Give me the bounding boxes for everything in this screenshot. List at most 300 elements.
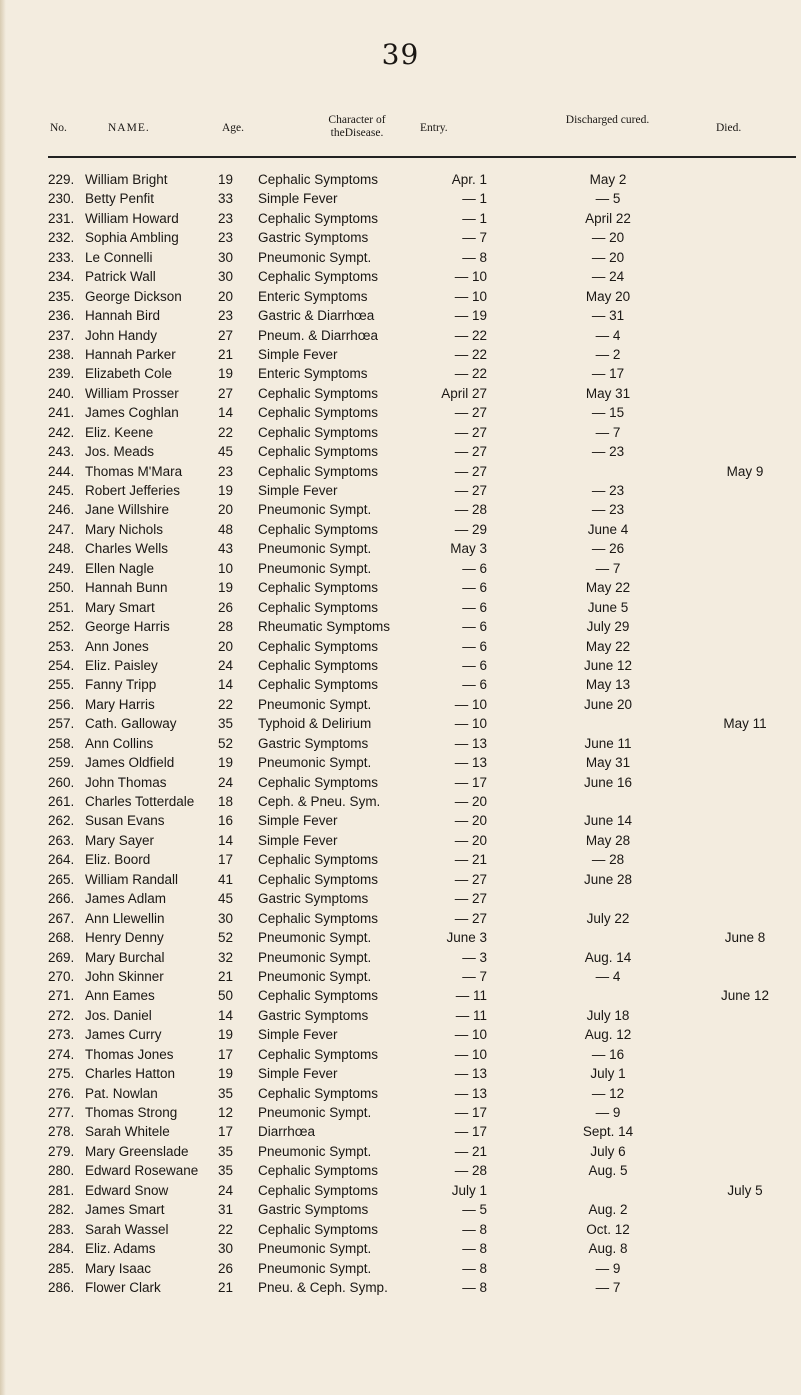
header-character: Character of theDisease. [328, 114, 386, 139]
cell-age: 43 [218, 541, 234, 557]
cell-name: Mary Nichols [85, 521, 164, 537]
cell-name: Thomas Strong [85, 1105, 178, 1120]
cell-entry: April 27 [441, 385, 487, 401]
cell-no: 266. [48, 891, 75, 907]
cell-character: Cephalic Symptoms [258, 988, 379, 1004]
cell-name: James Oldfield [85, 755, 175, 771]
cell-no: 259. [48, 755, 75, 771]
cell-name: Eliz. Adams [85, 1241, 156, 1257]
header-no: No. [50, 122, 67, 134]
cell-name: Mary Smart [85, 599, 155, 615]
cell-character: Gastric & Diarrhœa [258, 308, 375, 324]
cell-entry: — 10 [454, 1046, 487, 1062]
cell-no: 230. [48, 191, 75, 207]
cell-age: 14 [218, 832, 234, 848]
cell-entry: — 27 [454, 891, 487, 907]
table-row [0, 1006, 801, 1025]
cell-name: George Harris [85, 619, 170, 635]
cell-name: Ann Jones [85, 638, 149, 654]
cell-discharged: — 26 [591, 541, 625, 557]
cell-age: 35 [218, 1143, 234, 1159]
cell-entry: — 13 [454, 1085, 487, 1101]
cell-character: Gastric Symptoms [258, 891, 369, 907]
cell-age: 14 [218, 1007, 234, 1023]
cell-character: Pneumonic Sympt. [258, 968, 372, 984]
cell-no: 239. [48, 366, 75, 382]
cell-discharged: — 28 [591, 852, 625, 868]
cell-age: 19 [218, 172, 234, 187]
cell-character: Simple Fever [258, 832, 338, 848]
cell-entry: — 27 [454, 405, 487, 421]
cell-entry: — 13 [454, 735, 487, 751]
cell-name: Charles Hatton [85, 1066, 176, 1082]
table-row [0, 384, 801, 403]
cell-no: 231. [48, 210, 75, 226]
cell-no: 256. [48, 696, 75, 712]
cell-name: William Bright [85, 172, 168, 187]
table-header [0, 114, 801, 154]
cell-character: Pneumonic Sympt. [258, 949, 372, 965]
cell-name: Jos. Meads [85, 444, 155, 460]
cell-age: 19 [218, 366, 234, 382]
cell-age: 14 [218, 677, 234, 693]
table-row [0, 889, 801, 908]
cell-age: 52 [218, 735, 234, 751]
cell-age: 27 [218, 385, 234, 401]
cell-entry: — 5 [462, 1202, 487, 1218]
cell-name: Mary Harris [85, 696, 155, 712]
cell-no: 260. [48, 774, 75, 790]
cell-discharged: May 28 [585, 832, 631, 848]
cell-no: 243. [48, 444, 75, 460]
cell-age: 27 [218, 327, 234, 343]
cell-no: 233. [48, 249, 75, 265]
cell-age: 30 [218, 269, 234, 285]
cell-no: 278. [48, 1124, 75, 1140]
cell-name: James Coghlan [85, 405, 179, 421]
cell-character: Pneumonic Sympt. [258, 1241, 372, 1257]
cell-discharged: — 23 [591, 502, 625, 518]
cell-discharged: Aug. 14 [584, 949, 632, 965]
table-row [0, 792, 801, 811]
cell-age: 22 [218, 1221, 234, 1237]
cell-no: 234. [48, 269, 75, 285]
cell-character: Gastric Symptoms [258, 230, 369, 246]
cell-character: Cephalic Symptoms [258, 657, 379, 673]
cell-no: 235. [48, 288, 75, 304]
cell-name: Sophia Ambling [85, 230, 179, 246]
cell-name: Eliz. Boord [85, 852, 151, 868]
cell-no: 275. [48, 1066, 75, 1082]
cell-entry: — 29 [454, 521, 487, 537]
cell-age: 21 [218, 968, 234, 984]
cell-name: Thomas M'Mara [85, 463, 183, 479]
cell-age: 30 [218, 1241, 234, 1257]
cell-character: Pneu. & Ceph. Symp. [258, 1279, 388, 1295]
table-row [0, 967, 801, 986]
table-row [0, 1122, 801, 1141]
table-row [0, 306, 801, 325]
cell-entry: — 11 [455, 988, 487, 1004]
cell-age: 14 [218, 405, 234, 421]
cell-discharged: — 5 [595, 191, 621, 207]
cell-discharged: May 20 [585, 288, 631, 304]
cell-entry: — 10 [454, 269, 487, 285]
cell-character: Gastric Symptoms [258, 1007, 369, 1023]
cell-character: Cephalic Symptoms [258, 1182, 379, 1198]
cell-name: Susan Evans [85, 813, 165, 829]
cell-character: Pneumonic Sympt. [258, 560, 372, 576]
cell-discharged: Aug. 8 [588, 1241, 628, 1257]
cell-character: Pneumonic Sympt. [258, 930, 372, 946]
cell-character: Pneumonic Sympt. [258, 1260, 372, 1276]
cell-died: May 9 [726, 463, 764, 479]
cell-discharged: Sept. 14 [582, 1124, 634, 1140]
cell-discharged: — 23 [591, 483, 625, 498]
cell-discharged: — 4 [595, 327, 621, 343]
cell-character: Pneumonic Sympt. [258, 541, 372, 557]
cell-discharged: Aug. 2 [588, 1202, 628, 1218]
cell-entry: — 1 [462, 191, 487, 207]
cell-discharged: July 22 [586, 910, 630, 926]
cell-character: Typhoid & Delirium [258, 716, 372, 732]
cell-entry: — 10 [454, 288, 487, 304]
cell-age: 26 [218, 599, 234, 615]
cell-name: Ann Llewellin [85, 910, 165, 926]
table-row [0, 1161, 801, 1180]
cell-character: Ceph. & Pneu. Sym. [258, 794, 381, 809]
cell-no: 249. [48, 560, 75, 576]
cell-name: Hannah Bird [85, 308, 161, 324]
cell-age: 22 [218, 424, 234, 440]
table-row [0, 170, 801, 189]
cell-age: 52 [218, 930, 234, 946]
cell-character: Cephalic Symptoms [258, 172, 379, 187]
cell-age: 21 [218, 1279, 234, 1295]
cell-no: 274. [48, 1046, 75, 1062]
cell-character: Gastric Symptoms [258, 1202, 369, 1218]
cell-entry: — 17 [454, 1124, 487, 1140]
cell-name: Ellen Nagle [85, 560, 155, 576]
table-row [0, 928, 801, 947]
cell-discharged: — 31 [591, 308, 625, 324]
cell-age: 19 [218, 1066, 234, 1082]
cell-discharged: May 22 [585, 638, 631, 654]
cell-no: 270. [48, 968, 75, 984]
cell-discharged: July 6 [590, 1143, 626, 1159]
cell-age: 41 [218, 871, 234, 887]
table-row [0, 520, 801, 539]
cell-entry: — 10 [454, 1027, 487, 1043]
cell-discharged: — 24 [591, 269, 625, 285]
cell-character: Enteric Symptoms [258, 366, 368, 382]
table-row [0, 637, 801, 656]
cell-entry: — 27 [454, 463, 487, 479]
cell-age: 22 [218, 696, 234, 712]
cell-name: Eliz. Keene [85, 424, 154, 440]
cell-character: Cephalic Symptoms [258, 580, 379, 596]
page-number: 39 [381, 38, 420, 71]
cell-name: William Randall [85, 871, 179, 887]
cell-character: Pneumonic Sympt. [258, 249, 372, 265]
cell-character: Cephalic Symptoms [258, 1046, 379, 1062]
table-row [0, 811, 801, 830]
cell-entry: — 11 [455, 1007, 487, 1023]
cell-discharged: June 4 [587, 521, 629, 537]
cell-no: 263. [48, 832, 75, 848]
table-row [0, 753, 801, 772]
cell-no: 240. [48, 385, 75, 401]
cell-name: Ann Eames [85, 988, 155, 1004]
cell-character: Pneumonic Sympt. [258, 755, 372, 771]
table-row [0, 986, 801, 1005]
header-name: NAME. [108, 122, 150, 134]
table-row [0, 1220, 801, 1239]
table-row [0, 364, 801, 383]
cell-discharged: — 9 [595, 1260, 621, 1276]
cell-discharged: — 7 [595, 560, 621, 576]
cell-character: Pneum. & Diarrhœa [258, 327, 379, 343]
cell-age: 45 [218, 444, 234, 460]
cell-discharged: Aug. 12 [584, 1027, 632, 1043]
cell-entry: May 3 [450, 541, 487, 557]
cell-entry: — 27 [454, 910, 487, 926]
cell-discharged: — 15 [591, 405, 625, 421]
cell-age: 35 [218, 1163, 234, 1179]
cell-age: 24 [218, 774, 234, 790]
cell-age: 45 [218, 891, 234, 907]
cell-name: Mary Isaac [85, 1260, 152, 1276]
table-row [0, 714, 801, 733]
cell-character: Enteric Symptoms [258, 288, 368, 304]
cell-character: Pneumonic Sympt. [258, 1143, 372, 1159]
header-discharged: Discharged cured. [565, 114, 650, 126]
cell-no: 257. [48, 716, 75, 732]
cell-discharged: May 2 [589, 172, 627, 187]
cell-entry: — 13 [454, 1066, 487, 1082]
cell-no: 252. [48, 619, 75, 635]
cell-age: 24 [218, 657, 234, 673]
table-row [0, 481, 801, 500]
table-row [0, 1239, 801, 1258]
table-row [0, 500, 801, 519]
cell-no: 244. [48, 463, 75, 479]
cell-age: 35 [218, 716, 234, 732]
cell-no: 285. [48, 1260, 75, 1276]
table-row [0, 578, 801, 597]
cell-age: 23 [218, 230, 234, 246]
cell-age: 48 [218, 521, 234, 537]
cell-discharged: — 12 [591, 1085, 625, 1101]
table-row [0, 1278, 801, 1297]
cell-character: Cephalic Symptoms [258, 910, 379, 926]
cell-discharged: May 31 [585, 385, 631, 401]
cell-entry: — 10 [454, 716, 487, 732]
cell-discharged: June 12 [583, 657, 633, 673]
cell-character: Pneumonic Sympt. [258, 696, 372, 712]
cell-age: 23 [218, 308, 234, 324]
cell-name: Mary Greenslade [85, 1143, 189, 1159]
table-row [0, 403, 801, 422]
cell-character: Cephalic Symptoms [258, 599, 379, 615]
table-row [0, 1064, 801, 1083]
cell-age: 19 [218, 1027, 234, 1043]
cell-age: 12 [218, 1105, 234, 1120]
cell-entry: June 3 [446, 930, 487, 946]
table-row [0, 695, 801, 714]
cell-entry: — 21 [454, 852, 487, 868]
table-row [0, 287, 801, 306]
table-row [0, 1084, 801, 1103]
cell-age: 17 [218, 1046, 234, 1062]
cell-no: 245. [48, 483, 75, 498]
cell-character: Cephalic Symptoms [258, 210, 379, 226]
cell-entry: — 10 [454, 696, 487, 712]
cell-no: 241. [48, 405, 75, 421]
cell-name: Hannah Bunn [85, 580, 168, 596]
cell-character: Cephalic Symptoms [258, 1163, 379, 1179]
cell-age: 16 [218, 813, 234, 829]
cell-name: James Smart [85, 1202, 165, 1218]
cell-name: John Thomas [85, 774, 167, 790]
cell-name: Charles Totterdale [85, 794, 195, 809]
cell-character: Cephalic Symptoms [258, 871, 379, 887]
cell-age: 19 [218, 755, 234, 771]
cell-no: 238. [48, 346, 75, 362]
cell-name: Flower Clark [85, 1279, 161, 1295]
cell-no: 251. [48, 599, 75, 615]
table-row [0, 870, 801, 889]
cell-name: Eliz. Paisley [85, 657, 158, 673]
cell-discharged: July 1 [590, 1066, 626, 1082]
cell-age: 35 [218, 1085, 234, 1101]
cell-discharged: June 14 [583, 813, 633, 829]
cell-entry: — 7 [462, 968, 487, 984]
cell-no: 272. [48, 1007, 75, 1023]
cell-name: James Adlam [85, 891, 167, 907]
cell-discharged: June 11 [584, 735, 632, 751]
cell-name: Jos. Daniel [85, 1007, 152, 1023]
cell-no: 284. [48, 1241, 75, 1257]
cell-entry: — 20 [454, 813, 487, 829]
cell-entry: — 22 [454, 346, 487, 362]
cell-name: Elizabeth Cole [85, 366, 173, 382]
cell-no: 276. [48, 1085, 75, 1101]
cell-discharged: Aug. 5 [588, 1163, 628, 1179]
cell-age: 17 [218, 1124, 234, 1140]
cell-no: 269. [48, 949, 75, 965]
cell-age: 23 [218, 210, 234, 226]
cell-character: Cephalic Symptoms [258, 385, 379, 401]
cell-no: 282. [48, 1202, 75, 1218]
cell-entry: — 27 [454, 444, 487, 460]
cell-age: 19 [218, 580, 234, 596]
cell-age: 17 [218, 852, 234, 868]
cell-age: 30 [218, 910, 234, 926]
table-row [0, 423, 801, 442]
cell-character: Cephalic Symptoms [258, 638, 379, 654]
cell-no: 248. [48, 541, 75, 557]
header-entry: Entry. [420, 122, 448, 134]
cell-no: 286. [48, 1279, 75, 1295]
table-row [0, 1103, 801, 1122]
cell-character: Cephalic Symptoms [258, 405, 379, 421]
cell-discharged: July 29 [586, 619, 630, 635]
cell-no: 277. [48, 1105, 75, 1120]
cell-entry: — 20 [454, 832, 487, 848]
cell-character: Cephalic Symptoms [258, 463, 379, 479]
table-row [0, 1259, 801, 1278]
cell-name: Thomas Jones [85, 1046, 174, 1062]
cell-no: 265. [48, 871, 75, 887]
cell-entry: — 27 [454, 424, 487, 440]
cell-entry: — 6 [462, 677, 487, 693]
cell-entry: — 22 [454, 366, 487, 382]
cell-name: John Handy [85, 327, 158, 343]
cell-entry: — 6 [462, 619, 487, 635]
cell-name: Jane Willshire [85, 502, 170, 518]
cell-character: Simple Fever [258, 813, 338, 829]
cell-no: 281. [48, 1182, 75, 1198]
cell-discharged: May 13 [585, 677, 631, 693]
cell-died: May 11 [723, 716, 767, 732]
table-row [0, 1200, 801, 1219]
cell-name: Robert Jefferies [85, 483, 181, 498]
cell-entry: — 6 [462, 657, 487, 673]
cell-died: June 8 [724, 930, 766, 946]
cell-age: 20 [218, 288, 234, 304]
cell-entry: — 6 [462, 599, 487, 615]
table-row [0, 442, 801, 461]
cell-entry: — 8 [462, 1221, 487, 1237]
cell-discharged: June 5 [587, 599, 629, 615]
cell-discharged: May 22 [585, 580, 631, 596]
cell-character: Gastric Symptoms [258, 735, 369, 751]
cell-age: 31 [218, 1202, 234, 1218]
cell-discharged: June 28 [583, 871, 633, 887]
cell-no: 254. [48, 657, 75, 673]
cell-age: 23 [218, 463, 234, 479]
cell-age: 18 [218, 794, 234, 809]
cell-name: Henry Denny [85, 930, 164, 946]
cell-entry: — 6 [462, 560, 487, 576]
cell-age: 26 [218, 1260, 234, 1276]
cell-age: 32 [218, 949, 234, 965]
table-row [0, 617, 801, 636]
header-died: Died. [716, 122, 742, 134]
table-row [0, 228, 801, 247]
cell-no: 279. [48, 1143, 75, 1159]
cell-discharged: — 7 [595, 1279, 621, 1295]
cell-name: George Dickson [85, 288, 182, 304]
cell-entry: — 8 [462, 249, 487, 265]
cell-discharged: June 20 [583, 696, 633, 712]
cell-name: Mary Burchal [85, 949, 165, 965]
table-row [0, 209, 801, 228]
cell-character: Cephalic Symptoms [258, 269, 379, 285]
cell-no: 262. [48, 813, 75, 829]
cell-no: 242. [48, 424, 75, 440]
cell-entry: — 6 [462, 638, 487, 654]
cell-name: Pat. Nowlan [85, 1085, 158, 1101]
register-table [0, 170, 801, 1297]
cell-character: Pneumonic Sympt. [258, 1105, 372, 1120]
cell-no: 267. [48, 910, 75, 926]
table-row [0, 1045, 801, 1064]
cell-age: 20 [218, 502, 234, 518]
cell-character: Cephalic Symptoms [258, 424, 379, 440]
table-row [0, 189, 801, 208]
